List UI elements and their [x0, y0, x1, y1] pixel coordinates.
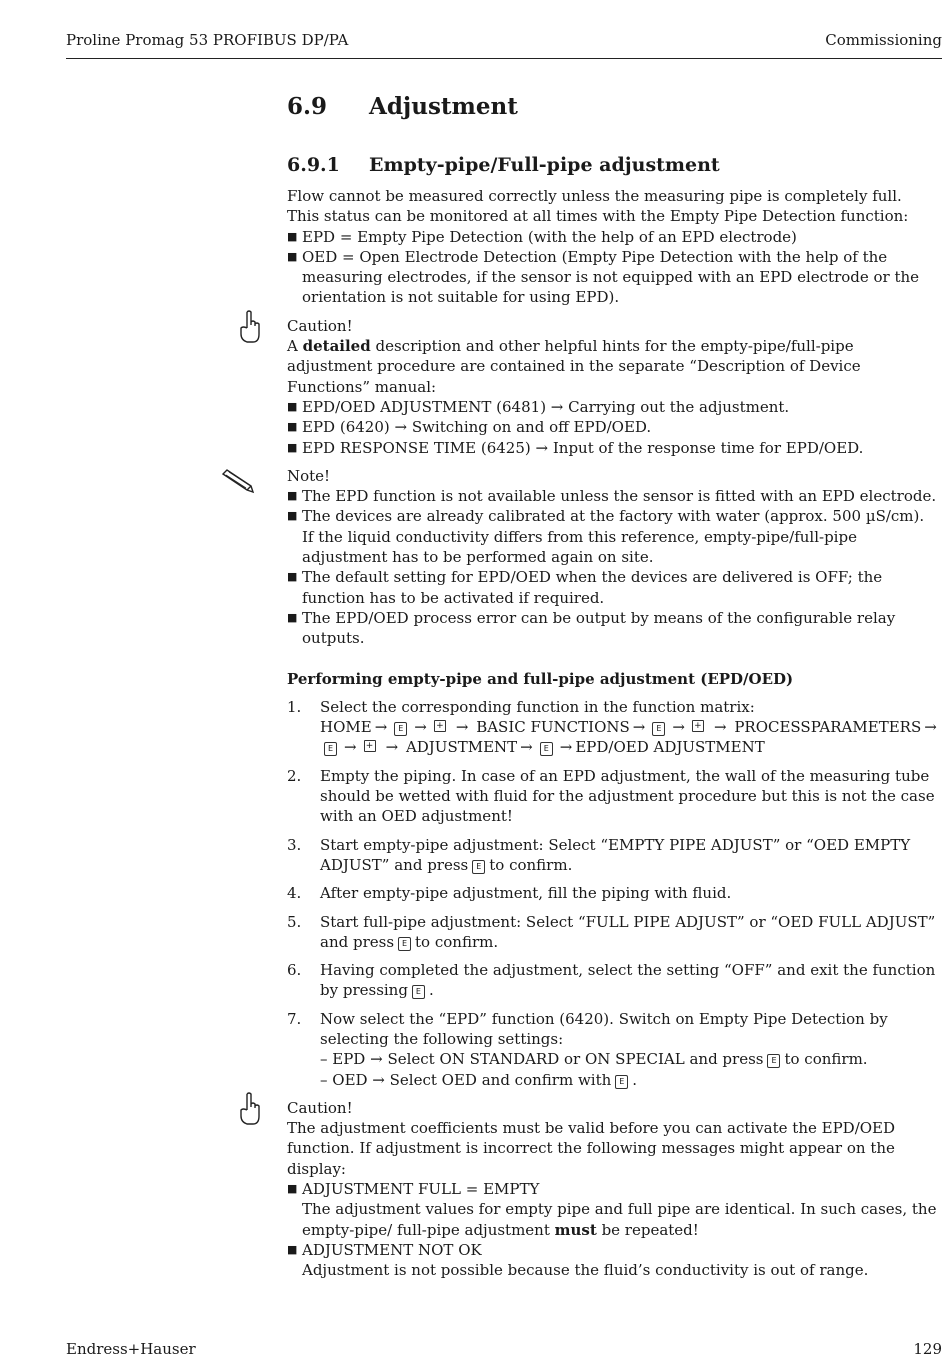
step-5: 5. Start full-pipe adjustment: Select “FULL PIPE ADJUST” or “OED FULL ADJUST” and press E to confirm. — [287, 912, 936, 951]
step-6: 6. Having completed the adjustment, select the setting “OFF” and exit the function by pressing E . — [287, 961, 936, 1000]
list-item: ■ The EPD/OED process error can be output by means of the configurable relay outputs. — [287, 608, 940, 649]
enter-key-icon: E — [540, 742, 553, 756]
subsection-heading — [287, 152, 940, 178]
matrix-path: HOME → E → + → BASIC FUNCTIONS → E → + → PROCESSPARAMETERS → E → + → ADJUSTMENT → E → EPD/OED ADJUSTMENT — [320, 718, 937, 757]
caution-block-2 — [287, 1098, 940, 1281]
procedure-block — [287, 669, 940, 1090]
pencil-note-icon — [219, 466, 259, 496]
enter-key-icon: E — [615, 1075, 628, 1089]
header-rule — [66, 58, 942, 59]
note-list — [287, 486, 940, 648]
enter-key-icon: E — [412, 985, 425, 999]
running-header-title: Proline Promag 53 PROFIBUS DP/PA — [66, 31, 349, 49]
note-title: Note! — [287, 466, 331, 485]
note-block — [287, 466, 940, 649]
step-1: 1. Select the corresponding function in the function matrix: HOME → E → + → BASIC FUNCTIONS → E → + → PROCESSPARAMETERS → E → + → ADJUSTMENT → E → EPD/OED ADJUSTMENT — [287, 697, 940, 758]
plus-key-icon: + — [364, 740, 379, 753]
plus-key-icon: + — [692, 720, 707, 733]
page-number: 129 — [913, 1340, 942, 1358]
caution-text: The adjustment coefficients must be valid before you can activate the EPD/OED function. If adjustment is incorrect the following messages might appear on the display: — [287, 1119, 896, 1178]
list-item: ■ ADJUSTMENT NOT OK Adjustment is not possible because the fluid’s conductivity is out of range. — [287, 1240, 940, 1281]
procedure-heading: Performing empty-pipe and full-pipe adjustment (EPD/OED) — [287, 669, 794, 688]
step-4: 4. After empty-pipe adjustment, fill the piping with fluid. — [287, 884, 732, 903]
intro-line-1: Flow cannot be measured correctly unless the measuring pipe is completely full. — [287, 187, 902, 205]
emphasis: must — [554, 1220, 597, 1239]
list-item: ■ ADJUSTMENT FULL = EMPTY The adjustment values for empty pipe and full pipe are identical. In such cases, the empty-pipe/ full-pipe adjustment must be repeated! — [287, 1179, 940, 1240]
sub-step: – EPD → Select ON STANDARD or ON SPECIAL and press E to confirm. — [320, 1050, 868, 1069]
step-3: 3. Start empty-pipe adjustment: Select “EMPTY PIPE ADJUST” or “OED EMPTY ADJUST” and press E to confirm. — [287, 835, 911, 874]
list-item: ■ The devices are already calibrated at the factory with water (approx. 500 µS/cm). If the liquid conductivity differs from this reference, empty-pipe/full-pipe adjustment has to be performed again on site. — [287, 506, 940, 567]
caution-list — [287, 1179, 940, 1280]
intro-block — [287, 186, 940, 308]
list-item: ■ EPD/OED ADJUSTMENT (6481) → Carrying out the adjustment. — [287, 397, 940, 417]
enter-key-icon: E — [324, 742, 337, 756]
list-item: ■ OED = Open Electrode Detection (Empty Pipe Detection with the help of the measuring electrodes, if the sensor is not equipped with an EPD electrode or the orientation is not suitable for using EPD). — [287, 247, 940, 308]
enter-key-icon: E — [394, 722, 407, 736]
caution-hand-icon — [237, 1092, 263, 1128]
caution-title: Caution! — [287, 1098, 353, 1117]
caution-text: A detailed description and other helpful hints for the empty-pipe/full-pipe adjustment procedure are contained in the separate “Description of Device Functions” manual: — [287, 337, 861, 396]
section-title: Adjustment — [369, 93, 518, 120]
intro-list — [287, 227, 940, 308]
list-item: ■ EPD RESPONSE TIME (6425) → Input of the response time for EPD/OED. — [287, 438, 940, 458]
step-7: 7. Now select the “EPD” function (6420). Switch on Empty Pipe Detection by selecting the following settings: – EPD → Select ON STANDARD or ON SPECIAL and press E to confirm. – OED → Select OED and confirm with E . — [287, 1009, 940, 1090]
page-content — [287, 92, 940, 1281]
footer-brand: Endress+Hauser — [66, 1340, 196, 1358]
enter-key-icon: E — [767, 1054, 780, 1068]
emphasis: detailed — [302, 337, 371, 356]
subsection-number: 6.9.1 — [287, 154, 340, 176]
caution-hand-icon — [237, 310, 263, 346]
section-number: 6.9 — [287, 93, 328, 120]
sub-step: – OED → Select OED and confirm with E . — [320, 1070, 638, 1089]
section-heading — [287, 92, 940, 122]
caution-block-1 — [287, 316, 940, 458]
list-item: ■ The EPD function is not available unless the sensor is fitted with an EPD electrode. — [287, 486, 940, 506]
subsection-title: Empty-pipe/Full-pipe adjustment — [369, 154, 720, 176]
intro-line-2: This status can be monitored at all times with the Empty Pipe Detection function: — [287, 207, 909, 226]
procedure-steps — [287, 697, 940, 1090]
caution-list — [287, 397, 940, 458]
list-item: ■ The default setting for EPD/OED when the devices are delivered is OFF; the function has to be activated if required. — [287, 567, 940, 608]
list-item: ■ EPD = Empty Pipe Detection (with the help of an EPD electrode) — [287, 227, 940, 247]
enter-key-icon: E — [652, 722, 665, 736]
enter-key-icon: E — [472, 860, 485, 874]
plus-key-icon: + — [434, 720, 449, 733]
enter-key-icon: E — [398, 937, 411, 951]
list-item: ■ EPD (6420) → Switching on and off EPD/OED. — [287, 417, 940, 437]
running-header-section: Commissioning — [825, 31, 942, 49]
caution-title: Caution! — [287, 316, 353, 335]
step-2: 2. Empty the piping. In case of an EPD adjustment, the wall of the measuring tube should be wetted with fluid for the adjustment procedure but this is not the case with an OED adjustment! — [287, 766, 935, 826]
